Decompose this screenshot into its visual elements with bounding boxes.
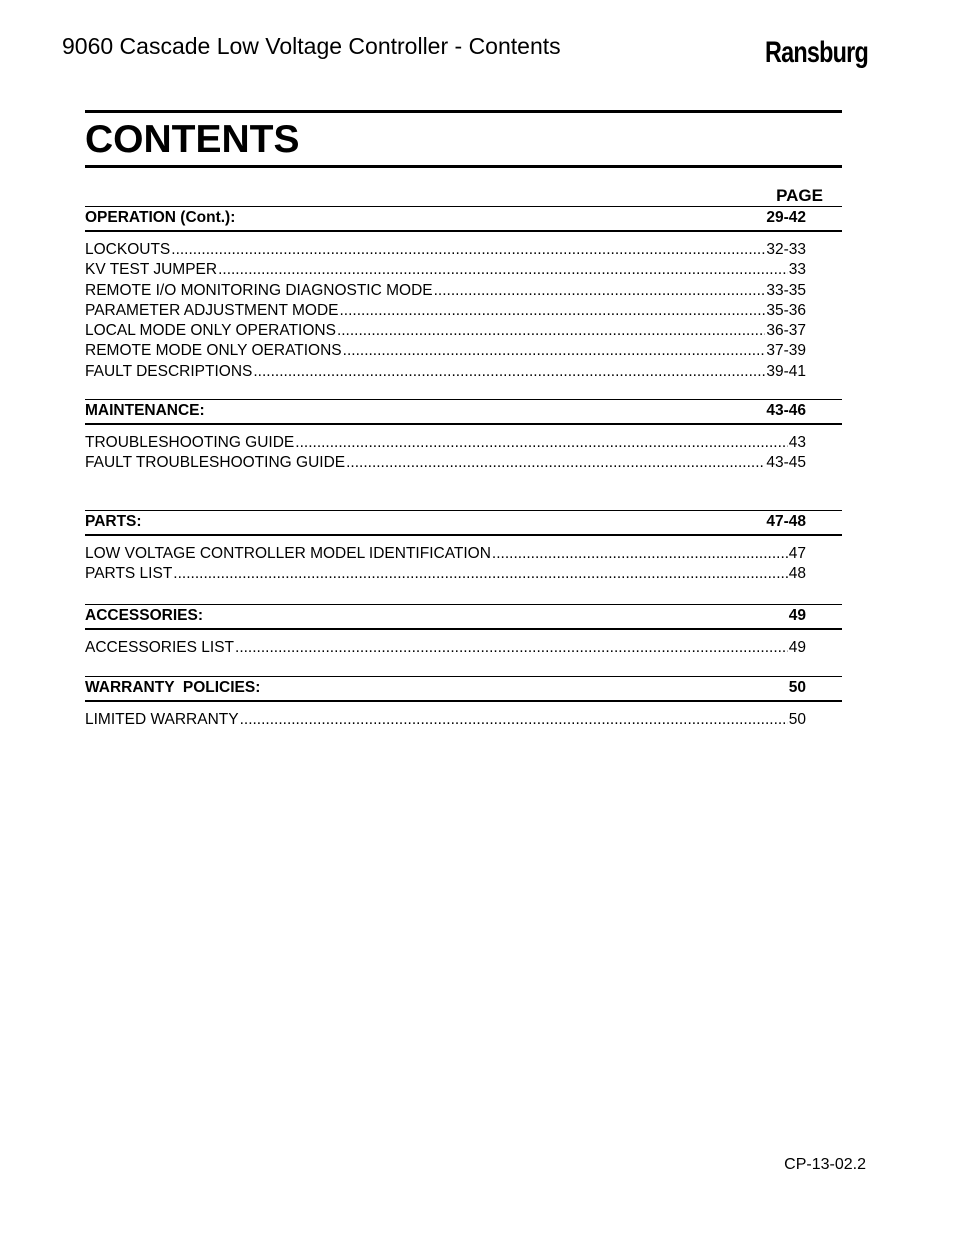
- brand-logo: Ransburg: [765, 36, 868, 69]
- toc-entry[interactable]: [85, 565, 806, 585]
- section-name: PARTS:: [85, 513, 142, 530]
- entry-page: 33: [788, 261, 806, 279]
- section-heading: [85, 510, 842, 536]
- toc-entry[interactable]: [85, 434, 806, 454]
- toc-section-warranty: [85, 676, 842, 736]
- section-page-range: 47-48: [766, 513, 806, 530]
- dot-leader: [218, 261, 788, 279]
- toc-entry[interactable]: [85, 322, 806, 342]
- section-heading: [85, 604, 842, 630]
- toc-entry[interactable]: [85, 639, 806, 659]
- toc-entry[interactable]: [85, 261, 806, 281]
- dot-leader: [339, 302, 765, 320]
- dot-leader: [343, 342, 766, 360]
- toc-section-operation: [85, 206, 842, 399]
- dot-leader: [171, 241, 765, 259]
- entry-page: 33-35: [766, 281, 806, 299]
- entry-label: PARTS LIST: [85, 565, 173, 583]
- toc-entry[interactable]: [85, 363, 806, 383]
- entry-label: PARAMETER ADJUSTMENT MODE: [85, 301, 339, 319]
- entry-label: LOCKOUTS: [85, 241, 171, 258]
- entry-page: 48: [788, 565, 806, 583]
- toc-section-maintenance: [85, 399, 842, 510]
- toc-entry[interactable]: [85, 545, 806, 565]
- section-page-range: 49: [788, 607, 806, 624]
- toc-section-parts: [85, 510, 842, 604]
- running-header-title: 9060 Cascade Low Voltage Controller - Contents: [62, 33, 561, 59]
- entry-label: REMOTE MODE ONLY OERATIONS: [85, 342, 342, 360]
- entry-page: 47: [788, 545, 806, 562]
- toc-entry[interactable]: [85, 282, 806, 302]
- entry-label: ACCESSORIES LIST: [85, 639, 235, 656]
- entry-page: 39-41: [766, 362, 806, 380]
- entry-label: LOW VOLTAGE CONTROLLER MODEL IDENTIFICATION: [85, 545, 491, 562]
- toc-entry[interactable]: [85, 302, 806, 322]
- entry-label: LOCAL MODE ONLY OPERATIONS: [85, 322, 336, 340]
- section-heading: [85, 676, 842, 702]
- entry-label: REMOTE I/O MONITORING DIAGNOSTIC MODE: [85, 281, 433, 299]
- entry-label: FAULT TROUBLESHOOTING GUIDE: [85, 454, 346, 472]
- table-of-contents: [85, 206, 842, 736]
- entry-label: TROUBLESHOOTING GUIDE: [85, 434, 295, 451]
- dot-leader: [434, 282, 766, 300]
- section-name: OPERATION (Cont.):: [85, 209, 236, 226]
- page-title: CONTENTS: [85, 118, 300, 161]
- toc-entry[interactable]: [85, 241, 806, 261]
- entry-page: 37-39: [766, 342, 806, 360]
- dot-leader: [253, 363, 765, 381]
- dot-leader: [240, 711, 788, 729]
- dot-leader: [235, 639, 788, 657]
- entry-label: LIMITED WARRANTY: [85, 711, 239, 728]
- entry-page: 49: [788, 639, 806, 656]
- dot-leader: [492, 545, 788, 563]
- title-bottom-rule: [85, 165, 842, 168]
- toc-section-accessories: [85, 604, 842, 676]
- section-name: WARRANTY POLICIES:: [85, 679, 261, 696]
- title-top-rule: [85, 110, 842, 113]
- entry-page: 36-37: [766, 322, 806, 340]
- dot-leader: [173, 565, 787, 583]
- section-name: MAINTENANCE:: [85, 402, 205, 419]
- section-page-range: 29-42: [766, 209, 806, 226]
- document-code: CP-13-02.2: [784, 1156, 866, 1173]
- section-page-range: 50: [788, 679, 806, 696]
- toc-entry[interactable]: [85, 342, 806, 362]
- toc-entry[interactable]: [85, 711, 806, 731]
- dot-leader: [337, 322, 765, 340]
- page-column-label: PAGE: [776, 186, 823, 205]
- entry-label: KV TEST JUMPER: [85, 261, 218, 279]
- section-name: ACCESSORIES:: [85, 607, 203, 624]
- toc-entry[interactable]: [85, 454, 806, 474]
- section-heading: [85, 399, 842, 425]
- entry-page: 32-33: [766, 241, 806, 258]
- entry-page: 35-36: [766, 301, 806, 319]
- entry-label: FAULT DESCRIPTIONS: [85, 362, 253, 380]
- dot-leader: [295, 434, 787, 452]
- entry-page: 43: [788, 434, 806, 451]
- section-heading: [85, 206, 842, 232]
- entry-page: 43-45: [766, 454, 806, 472]
- section-page-range: 43-46: [766, 402, 806, 419]
- entry-page: 50: [788, 711, 806, 728]
- dot-leader: [346, 454, 765, 472]
